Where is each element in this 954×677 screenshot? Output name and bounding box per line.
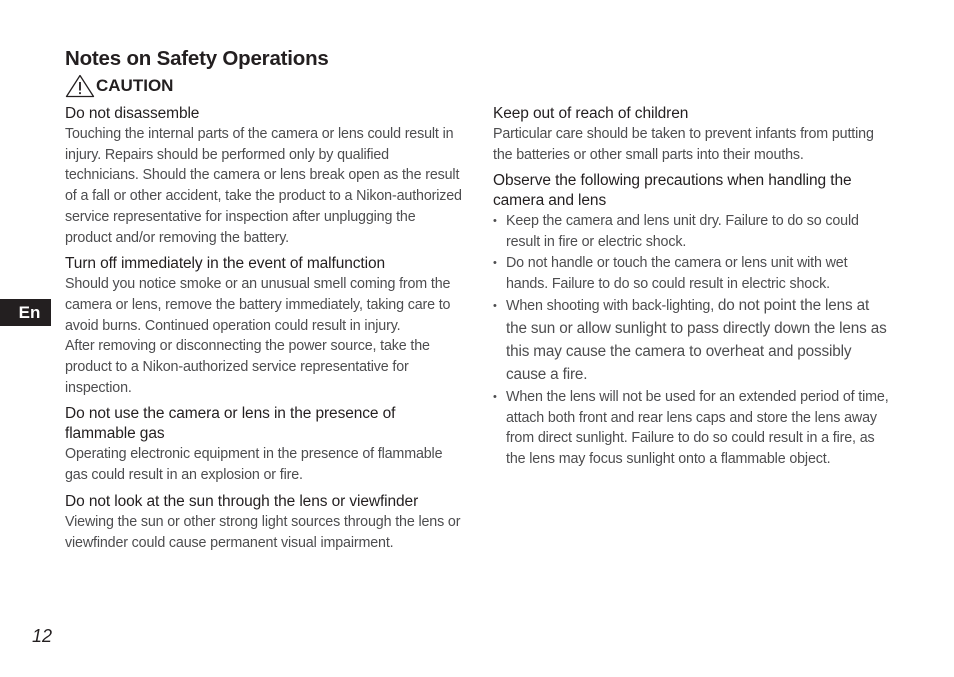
section-flammable-gas xyxy=(65,404,465,485)
section-sun-viewfinder xyxy=(65,492,465,553)
bullet-text: When shooting with back-lighting, xyxy=(506,298,718,315)
section-do-not-disassemble xyxy=(65,104,465,248)
warning-triangle-icon xyxy=(65,74,95,98)
section-paragraph: Touching the internal parts of the camera or lens could result in injury. Repairs should be performed only by qualified technicians. Should the camera or lens break open as the result of a fall or other accident, take the product to a Nikon-authorized service representative for inspection after unplugging the product and/or removing the battery. xyxy=(65,126,462,246)
list-item xyxy=(493,295,893,386)
list-item xyxy=(493,253,893,294)
section-children xyxy=(493,104,893,165)
page-number: 12 xyxy=(32,626,53,646)
list-item xyxy=(493,211,893,252)
section-heading: Observe the following precautions when handling the camera and lens xyxy=(493,172,852,210)
page-title: Notes on Safety Operations xyxy=(65,47,329,70)
section-paragraph: Should you notice smoke or an unusual smell coming from the camera or lens, remove the battery immediately, taking care to avoid burns. Continued operation could result in injury. xyxy=(65,276,451,334)
section-paragraph: Viewing the sun or other strong light sources through the lens or viewfinder could cause permanent visual impairment. xyxy=(65,513,461,551)
section-paragraph: Operating electronic equipment in the presence of flammable gas could result in an explosion or fire. xyxy=(65,446,443,484)
caution-label: CAUTION xyxy=(96,76,174,95)
section-paragraph: After removing or disconnecting the power source, take the product to a Nikon-authorized service representative for inspection. xyxy=(65,338,430,396)
section-heading: Turn off immediately in the event of malfunction xyxy=(65,255,386,273)
section-precautions xyxy=(493,171,893,469)
language-tab: En xyxy=(0,299,51,326)
section-heading: Do not use the camera or lens in the presence of flammable gas xyxy=(65,405,396,443)
bullet-text-continued: do not point the lens at the sun or allow sunlight to pass directly down the lens as this may cause the camera to overheat and possibly cause a fire. xyxy=(506,297,887,383)
section-turn-off-malfunction xyxy=(65,254,465,398)
caution-heading xyxy=(65,74,173,98)
section-paragraph: Particular care should be taken to prevent infants from putting the batteries or other small parts into their mouths. xyxy=(493,126,874,163)
left-column xyxy=(65,104,465,559)
precautions-list xyxy=(493,211,893,469)
bullet-text: Do not handle or touch the camera or lens unit with wet hands. Failure to do so could result in electric shock. xyxy=(506,255,848,292)
section-heading: Do not look at the sun through the lens or viewfinder xyxy=(65,492,419,510)
list-item xyxy=(493,387,893,469)
bullet-text: Keep the camera and lens unit dry. Failure to do so could result in fire or electric shock. xyxy=(506,213,859,250)
bullet-text: When the lens will not be used for an extended period of time, attach both front and rear lens caps and store the lens away from direct sunlight. Failure to do so could result in a fire, as the lens may focus sunlight onto a flammable object. xyxy=(506,389,889,467)
section-heading: Keep out of reach of children xyxy=(493,105,689,122)
right-column xyxy=(493,104,893,475)
section-heading: Do not disassemble xyxy=(65,105,200,122)
